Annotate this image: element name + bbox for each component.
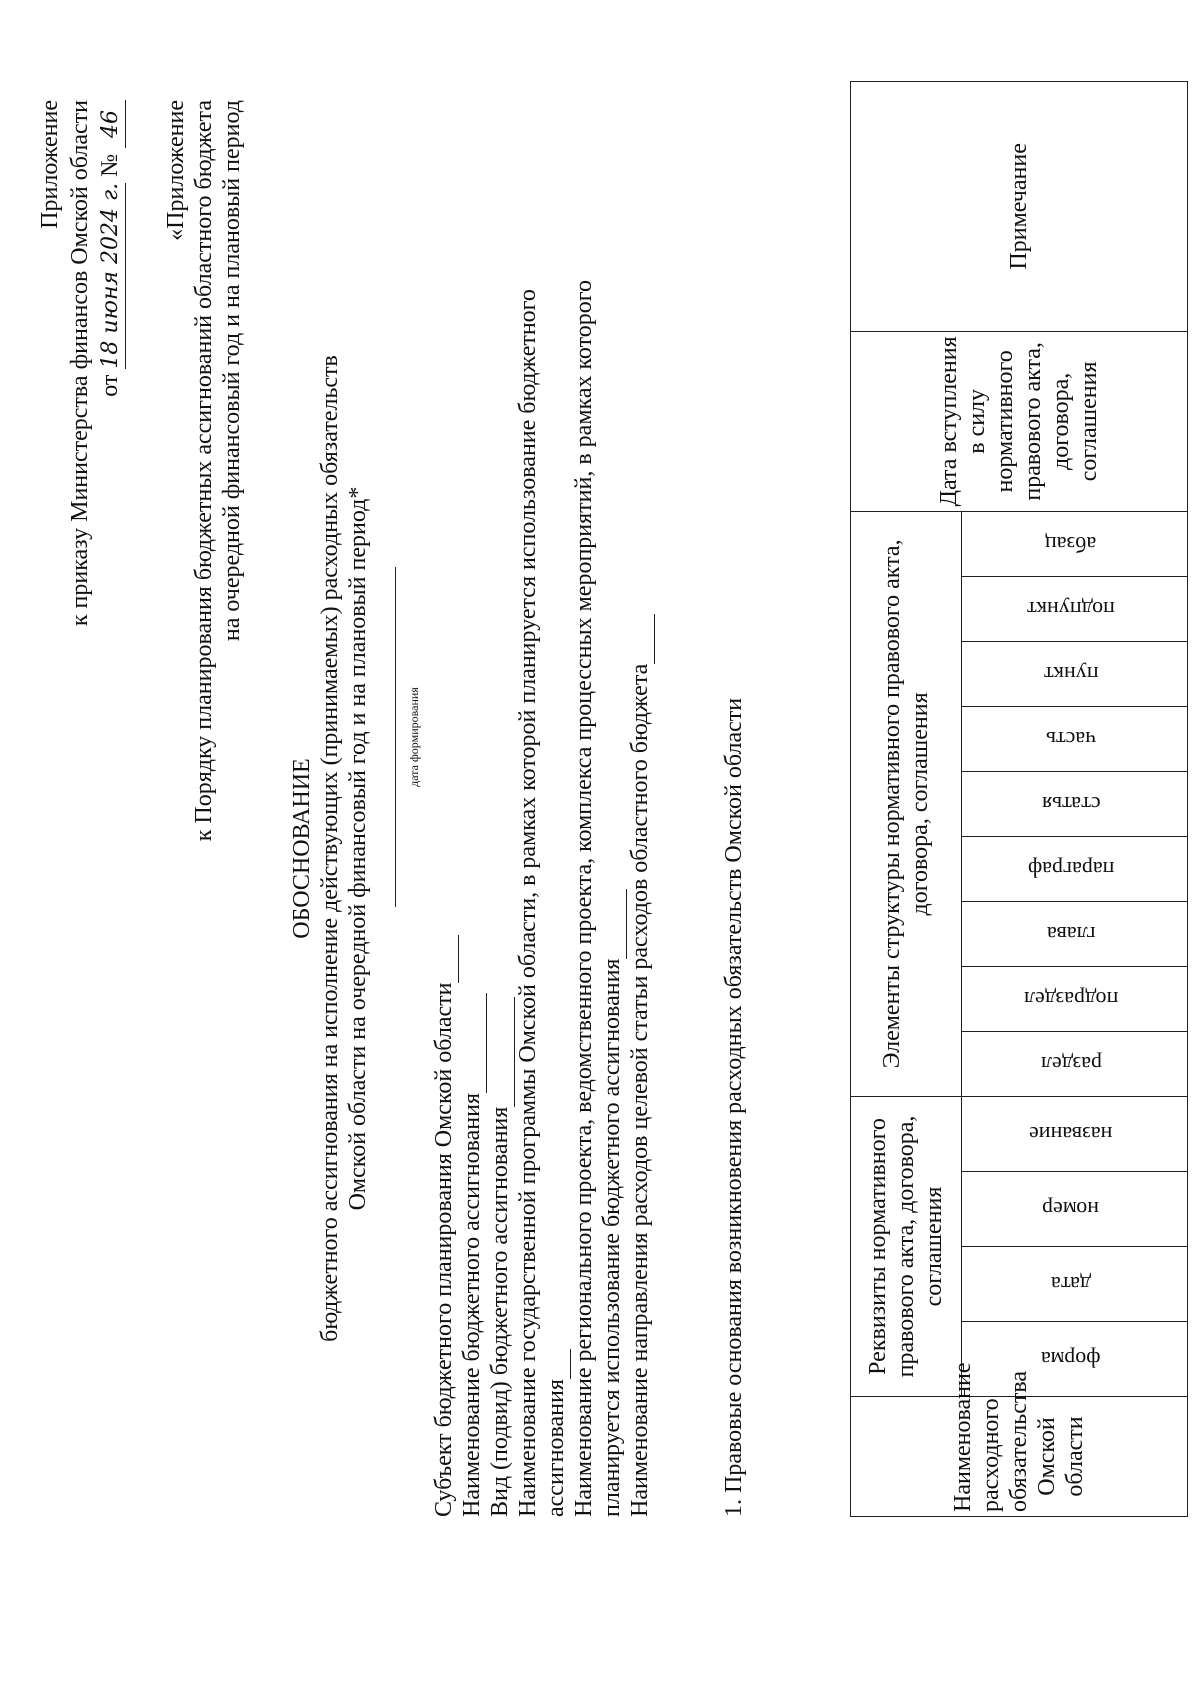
- subheader-label: абзац: [1045, 531, 1097, 557]
- date-formation-caption: дата формирования: [407, 687, 421, 787]
- subheader-label: пункт: [1043, 661, 1099, 687]
- inner-appendix-line1: к Порядку планирования бюджетных ассигнований областного бюджета: [191, 100, 217, 842]
- header-note: Примечание: [851, 81, 1188, 331]
- inner-appendix-line2: на очередной финансовый год и на плановый период: [219, 100, 245, 642]
- subheader-label: подпункт: [1027, 596, 1115, 622]
- field-label: Наименование направления расходов целевой статьи расходов областного бюджета: [627, 663, 653, 1517]
- field-blank: [486, 997, 515, 1107]
- subheader-article: [962, 771, 1188, 836]
- header-structure-elements: Элементы структуры нормативного правового акта, договора, соглашения: [851, 511, 962, 1096]
- field-planning-subject: [430, 935, 459, 1517]
- table-header-row: [851, 81, 962, 1516]
- document-subtitle-line2: Омской области на очередной финансовый год и на плановый период*: [345, 486, 371, 1211]
- field-regional-project-cont: [598, 889, 627, 1517]
- order-reference: к приказу Министерства финансов Омской области: [67, 100, 93, 627]
- legal-basis-table: [850, 81, 1188, 1517]
- subheader-label: параграф: [1027, 856, 1115, 882]
- subheader-subitem: [962, 576, 1188, 641]
- field-blank: [598, 889, 627, 959]
- subheader-date: [962, 1247, 1188, 1322]
- subheader-label: статья: [1041, 791, 1101, 817]
- field-label: Наименование бюджетного ассигнования: [459, 1092, 485, 1517]
- subheader-part: [962, 706, 1188, 771]
- field-state-program: Наименование государственной программы Омской области, в рамках которой планируется использование бюджетного: [515, 289, 541, 1517]
- field-blank: [458, 993, 487, 1093]
- header-obligation-name: Наименование расходного обязательства Омской области: [851, 1397, 1188, 1517]
- subheader-subsection: [962, 966, 1188, 1031]
- subheader-label: форма: [1041, 1347, 1101, 1372]
- order-number-handwritten: 46: [97, 100, 126, 148]
- field-label: Субъект бюджетного планирования Омской области: [431, 982, 457, 1517]
- subheader-label: название: [1029, 1121, 1113, 1147]
- field-label: планируется использование бюджетного ассигнования: [599, 958, 625, 1517]
- inner-appendix-title: «Приложение: [163, 100, 189, 241]
- subheader-paragraph: [962, 836, 1188, 901]
- header-effective-date: Дата вступления в силу нормативного правового акта, договора, соглашения: [851, 331, 1188, 511]
- field-state-program-cont: [542, 1349, 571, 1517]
- subheader-number: [962, 1172, 1188, 1247]
- field-label: Вид (подвид) бюджетного ассигнования: [487, 1106, 513, 1517]
- subheader-chapter: [962, 901, 1188, 966]
- order-date-handwritten: 18 июня 2024 г.: [97, 183, 126, 369]
- document-heading: ОБОСНОВАНИЕ: [289, 758, 315, 939]
- subheader-label: глава: [1046, 921, 1096, 947]
- subheader-title: [962, 1096, 1188, 1171]
- subheader-indent: [962, 511, 1188, 576]
- field-blank: [626, 614, 655, 664]
- field-allocation-name: [458, 993, 487, 1517]
- subheader-form: [962, 1322, 1188, 1397]
- date-formation-underline: [395, 567, 396, 907]
- subheader-section: [962, 1031, 1188, 1096]
- field-blank: [542, 1349, 571, 1379]
- subheader-label: подраздел: [1023, 986, 1119, 1012]
- document-subtitle-line1: бюджетного ассигнования на исполнение действующих (принимаемых) расходных обязательств: [317, 355, 343, 1342]
- date-prefix: от: [97, 374, 123, 397]
- field-allocation-type: [486, 997, 515, 1517]
- field-blank: [430, 935, 459, 983]
- subheader-item: [962, 641, 1188, 706]
- subheader-label: раздел: [1040, 1051, 1102, 1077]
- field-regional-project: Наименование регионального проекта, ведомственного проекта, комплекса процессных мероприятий, в рамках которого: [571, 279, 597, 1517]
- subheader-label: номер: [1042, 1197, 1100, 1222]
- subheader-label: часть: [1045, 726, 1097, 752]
- subheader-label: дата: [1050, 1272, 1092, 1297]
- appendix-title: Приложение: [37, 100, 63, 229]
- field-expense-direction: [626, 614, 655, 1517]
- field-label: ассигнования: [543, 1379, 569, 1517]
- header-requisites: Реквизиты нормативного правового акта, договора, соглашения: [851, 1096, 962, 1396]
- section-title: 1. Правовые основания возникновения расходных обязательств Омской области: [721, 697, 747, 1517]
- order-date-number: [96, 100, 126, 397]
- number-label: №: [97, 154, 123, 177]
